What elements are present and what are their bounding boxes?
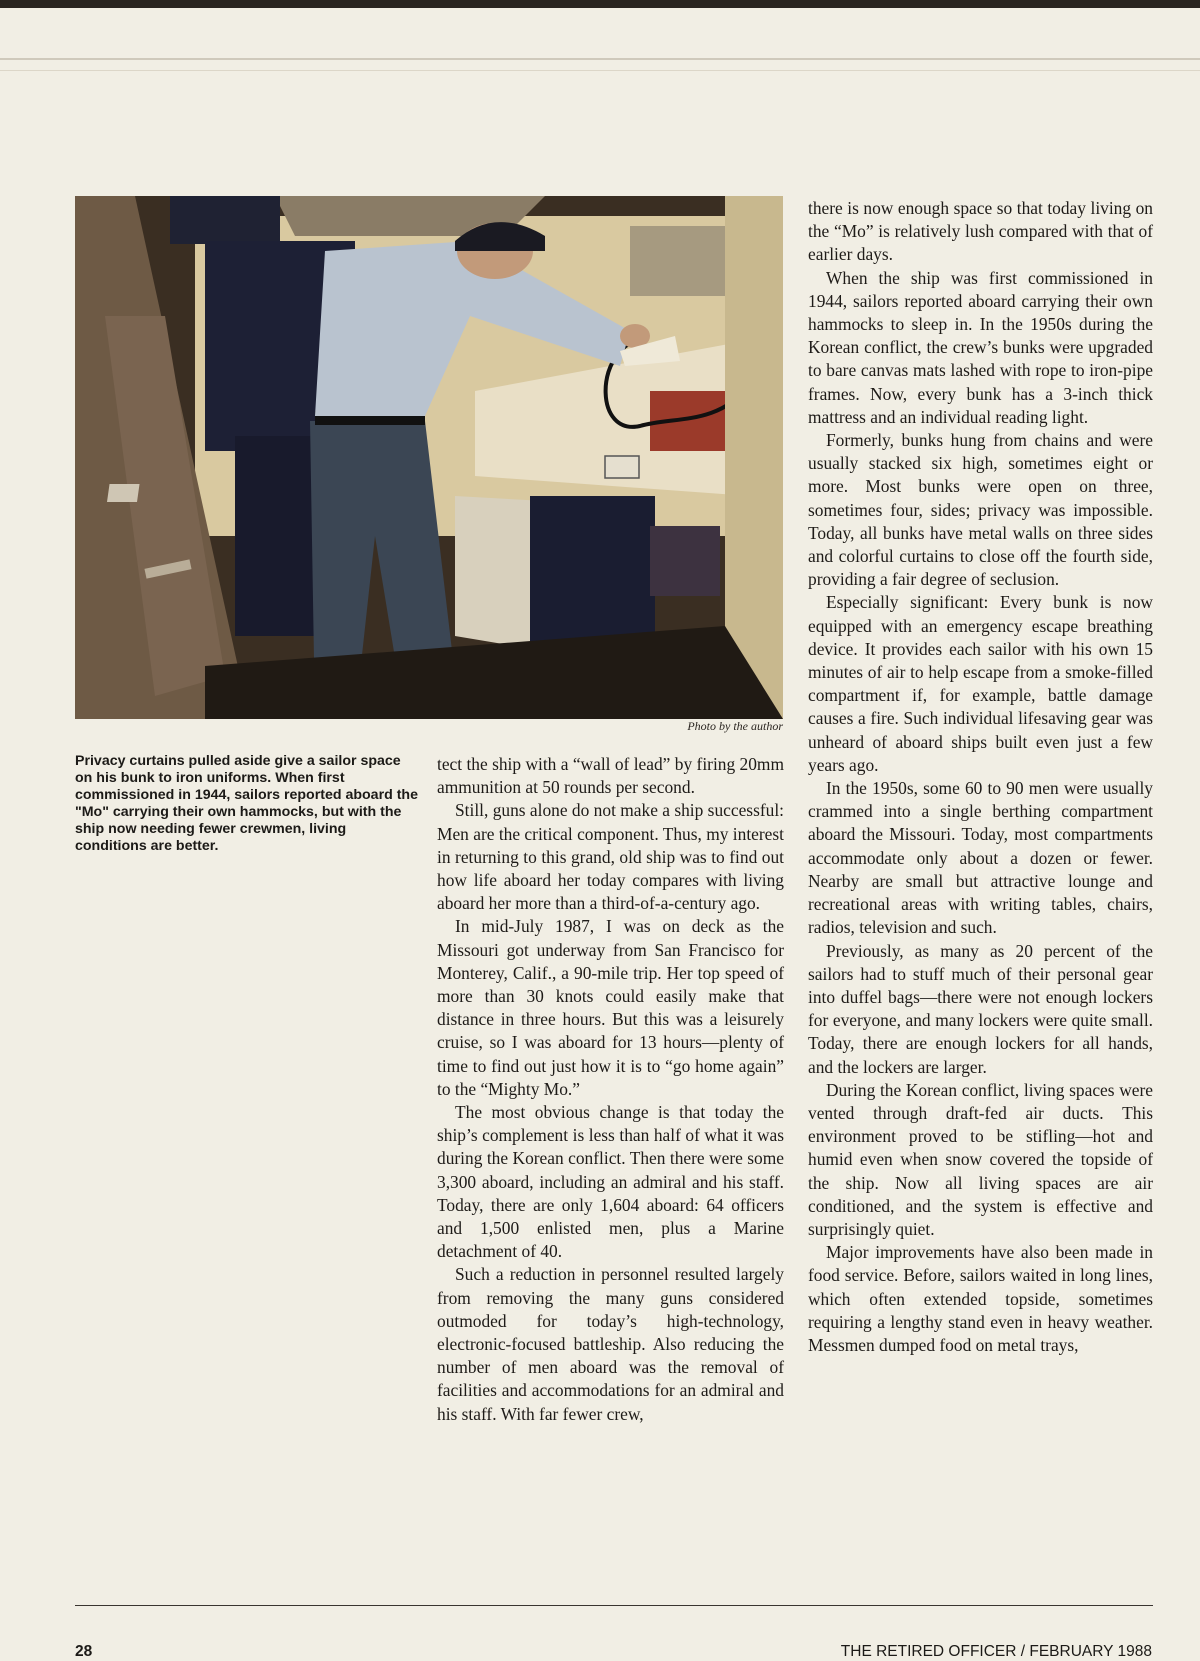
article-column-3	[808, 197, 1153, 1357]
paragraph: Previously, as many as 20 percent of the sailors had to stuff much of their personal gear into duffel bags—there were not enough lockers for everyone, and many lockers were quite small. Today, there are enough lockers for all hands, and the lockers are larger.	[808, 940, 1153, 1077]
paragraph: Such a reduction in personnel resulted largely from removing the many guns considered outmoded for today’s high-technology, electronic-focused battleship. Also reducing the number of men aboard was the removal of facilities and accommodations for an admiral and his staff. With far fewer crew,	[437, 1264, 784, 1424]
footer-rule	[75, 1605, 1153, 1606]
page-number: 28	[75, 1643, 93, 1660]
photo-caption: Privacy curtains pulled aside give a sailor space on his bunk to iron uniforms. When first commissioned in 1944, sailors reported aboard the "Mo" carrying their own hammocks, but with the ship now needing fewer crewmen, living conditions are better.	[75, 753, 418, 854]
paragraph: Especially significant: Every bunk is now equipped with an emergency escape breathing device. It provides each sailor with his own 15 minutes of air to help escape from a smoke-filled compartment if, for example, battle damage causes a fire. Such individual lifesaving gear was unheard of aboard ships built even just a few years ago.	[808, 592, 1153, 775]
bunk-room-illustration	[75, 196, 783, 719]
paragraph: there is now enough space so that today living on the “Mo” is relatively lush compared with that of earlier days.	[808, 198, 1153, 265]
paragraph: Major improvements have also been made in food service. Before, sailors waited in long lines, which often extended topside, sometimes requiring a lengthy stand even in heavy weather. Messmen dumped food on metal trays,	[808, 1242, 1153, 1355]
paragraph: In mid-July 1987, I was on deck as the Missouri got underway from San Francisco for Monterey, Calif., a 90-mile trip. Her top speed of more than 30 knots could easily make that distance in three hours. But this was a leisurely cruise, so I was aboard for 13 hours—plenty of time to find out just how it is to “go home again” to the “Mighty Mo.”	[437, 916, 784, 1099]
article-column-2	[437, 753, 784, 1426]
paragraph: When the ship was first commissioned in 1944, sailors reported aboard carrying their own hammocks to sleep in. In the 1950s during the Korean conflict, the crew’s bunks were upgraded to bare canvas mats lashed with rope to iron-pipe frames. Now, every bunk has a 3-inch thick mattress and an individual reading light.	[808, 267, 1153, 427]
top-edge-band	[0, 0, 1200, 8]
paragraph: The most obvious change is that today the ship’s complement is less than half of what it was during the Korean conflict. Then there were some 3,300 aboard, including an admiral and his staff. Today, there are only 1,604 aboard: 64 officers and 1,500 enlisted men, plus a Marine detachment of 40.	[437, 1102, 784, 1262]
paragraph: Still, guns alone do not make a ship successful: Men are the critical component. Thus, my interest in returning to this grand, old ship was to find out how life aboard her today compares with living aboard her more than a third-of-a-century ago.	[437, 800, 784, 914]
paragraph: tect the ship with a “wall of lead” by firing 20mm ammunition at 50 rounds per second.	[437, 754, 784, 798]
paragraph: In the 1950s, some 60 to 90 men were usually crammed into a single berthing compartment aboard the Missouri. Today, most compartments accommodate only about a dozen or fewer. Nearby are small but attractive lounge and recreational areas with writing tables, chairs, radios, television and such.	[808, 778, 1153, 938]
publication-issue: THE RETIRED OFFICER / FEBRUARY 1988	[840, 1643, 1152, 1660]
header-rule-thin	[0, 70, 1200, 71]
photo-credit: Photo by the author	[687, 719, 783, 733]
paragraph: During the Korean conflict, living spaces were vented through draft-fed air ducts. This environment proved to be stifling—hot and humid even when snow covered the topside of the ship. Now all living spaces are air conditioned, and the system is effective and surprisingly quiet.	[808, 1079, 1153, 1239]
article-photo	[75, 196, 783, 719]
paragraph: Formerly, bunks hung from chains and were usually stacked six high, sometimes eight or more. Most bunks were open on three, sometimes four, sides; privacy was impossible. Today, all bunks have metal walls on three sides and colorful curtains to close off the fourth side, providing a fair degree of seclusion.	[808, 430, 1153, 590]
header-rule	[0, 58, 1200, 60]
